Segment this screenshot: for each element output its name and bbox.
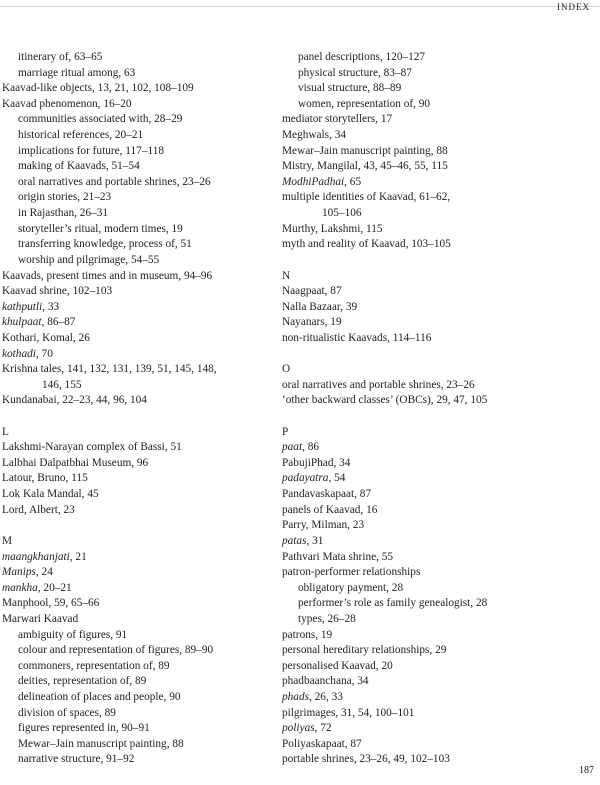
index-entry [2, 315, 274, 331]
index-entry [282, 596, 582, 612]
index-entry [282, 237, 582, 253]
index-entry [2, 487, 274, 503]
index-entry-text: , 72 [314, 722, 332, 735]
index-entry-text: Kundanabai, 22–23, 44, 96, 104 [2, 394, 147, 407]
index-entry [282, 425, 582, 441]
index-term-italic: phads [282, 690, 309, 703]
index-entry-text: 146, 155 [42, 378, 82, 391]
index-entry-text: marriage ritual among, 63 [18, 66, 136, 79]
index-entry [2, 128, 274, 144]
index-entry [282, 331, 582, 347]
index-term-italic: kothadi [2, 347, 36, 360]
index-entry-text: types, 26–28 [298, 612, 356, 625]
page-number: 187 [579, 765, 594, 776]
index-gap [2, 409, 274, 425]
index-entry-text: L [2, 425, 9, 438]
index-entry-text: Poliyaskapaat, 87 [282, 737, 362, 750]
index-entry [2, 737, 274, 753]
index-entry [282, 159, 582, 175]
index-entry [2, 425, 274, 441]
index-entry [2, 331, 274, 347]
index-entry [2, 81, 274, 97]
index-entry [282, 674, 582, 690]
index-entry-text: , 65 [344, 175, 362, 188]
index-entry-text: Kothari, Komal, 26 [2, 331, 90, 344]
index-entry-text: Murthy, Lakshmi, 115 [282, 222, 383, 235]
index-entry [2, 550, 274, 566]
index-entry-text: personal hereditary relationships, 29 [282, 644, 447, 657]
index-term-italic: paat [282, 441, 303, 454]
index-entry [2, 581, 274, 597]
index-entry [282, 222, 582, 238]
index-entry-text: historical references, 20–21 [18, 129, 144, 142]
index-entry-text: Meghwals, 34 [282, 129, 347, 142]
index-entry-text: Marwari Kaavad [2, 612, 79, 625]
index-entry-text: delineation of places and people, 90 [18, 690, 181, 703]
index-entry-text: mediator storytellers, 17 [282, 113, 393, 126]
index-entry [2, 284, 274, 300]
index-entry [282, 190, 582, 206]
index-entry-text: Manphool, 59, 65–66 [2, 597, 100, 610]
index-entry [282, 97, 582, 113]
index-entry [282, 81, 582, 97]
index-entry [282, 206, 582, 222]
index-entry-text: oral narratives and portable shrines, 23–26 [18, 175, 211, 188]
index-entry-text: implications for future, 117–118 [18, 144, 164, 157]
index-entry-text: , 86 [302, 441, 320, 454]
index-entry [282, 737, 582, 753]
index-entry-text: Nalla Bazaar, 39 [282, 300, 358, 313]
index-entry [2, 721, 274, 737]
index-entry-text: Mewar–Jain manuscript painting, 88 [282, 144, 448, 157]
index-entry-text: Lord, Albert, 23 [2, 503, 75, 516]
index-entry [282, 128, 582, 144]
index-entry-text: 105–106 [322, 207, 362, 220]
index-entry [2, 659, 274, 675]
index-entry [2, 144, 274, 160]
index-entry [2, 674, 274, 690]
index-entry [2, 456, 274, 472]
index-entry-text: ambiguity of figures, 91 [18, 628, 128, 641]
index-term-italic: patas [282, 534, 307, 547]
index-entry [2, 752, 274, 768]
index-gap [282, 253, 582, 269]
index-entry [282, 518, 582, 534]
index-entry-text: Kaavad phenomenon, 16–20 [2, 97, 132, 110]
index-entry [2, 393, 274, 409]
index-entry-text: Krishna tales, 141, 132, 131, 139, 51, 145, 148, [2, 363, 217, 376]
index-entry-text: Kaavad shrine, 102–103 [2, 285, 113, 298]
index-entry-text: panels of Kaavad, 16 [282, 503, 378, 516]
index-entry-text: origin stories, 21–23 [18, 191, 112, 204]
index-entry-text: , 24 [35, 566, 53, 579]
index-entry-text: figures represented in, 90–91 [18, 722, 150, 735]
index-entry-text: portable shrines, 23–26, 49, 102–103 [282, 753, 450, 766]
index-term-italic: Manips [2, 566, 36, 579]
index-entry [2, 253, 274, 269]
index-entry [282, 50, 582, 66]
index-entry-text: multiple identities of Kaavad, 61–62, [282, 191, 451, 204]
index-entry-text: , 20–21 [37, 581, 72, 594]
index-entry [282, 175, 582, 191]
index-entry [2, 628, 274, 644]
index-column-right [282, 50, 582, 768]
index-entry-text: making of Kaavads, 51–54 [18, 160, 140, 173]
index-entry [282, 440, 582, 456]
index-entry [282, 471, 582, 487]
index-entry-text: narrative structure, 91–92 [18, 753, 135, 766]
index-entry [2, 596, 274, 612]
index-entry [2, 503, 274, 519]
index-entry-text: P [282, 425, 289, 438]
index-entry-text: deities, representation of, 89 [18, 675, 147, 688]
index-entry [2, 643, 274, 659]
index-entry-text: commoners, representation of, 89 [18, 659, 170, 672]
index-entry [282, 393, 582, 409]
index-entry [2, 159, 274, 175]
index-entry-text: women, representation of, 90 [298, 97, 431, 110]
index-entry-text: Parry, Milman, 23 [282, 519, 365, 532]
index-entry [282, 628, 582, 644]
index-entry [2, 471, 274, 487]
index-entry-text: , 33 [42, 300, 60, 313]
index-entry-text: transferring knowledge, process of, 51 [18, 238, 192, 251]
index-entry-text: Mewar–Jain manuscript painting, 88 [18, 737, 184, 750]
index-entry [282, 144, 582, 160]
index-entry [2, 362, 274, 378]
index-entry [282, 362, 582, 378]
index-entry-text: colour and representation of figures, 89–90 [18, 644, 214, 657]
index-entry [282, 643, 582, 659]
index-entry-text: Kaavads, present times and in museum, 94–96 [2, 269, 213, 282]
index-entry-text: in Rajasthan, 26–31 [18, 207, 109, 220]
index-entry-text: , 31 [306, 534, 324, 547]
index-entry [282, 706, 582, 722]
index-entry [2, 50, 274, 66]
index-entry-text: physical structure, 83–87 [298, 66, 412, 79]
index-entry [282, 690, 582, 706]
index-entry [282, 534, 582, 550]
index-entry-text: , 21 [69, 550, 87, 563]
index-entry [2, 440, 274, 456]
index-term-italic: maangkhanjati [2, 550, 70, 563]
index-term-italic: kathputli [2, 300, 43, 313]
index-gap [282, 409, 582, 425]
index-entry [2, 612, 274, 628]
index-entry-text: visual structure, 88–89 [298, 82, 402, 95]
index-entry [2, 66, 274, 82]
index-entry [282, 721, 582, 737]
index-entry-text: non-ritualistic Kaavads, 114–116 [282, 331, 432, 344]
index-entry [2, 175, 274, 191]
index-gap [2, 518, 274, 534]
index-entry [2, 206, 274, 222]
index-entry [282, 550, 582, 566]
index-term-italic: khulpaat [2, 316, 42, 329]
index-entry [282, 659, 582, 675]
index-entry-text: myth and reality of Kaavad, 103–105 [282, 238, 451, 251]
index-term-italic: mankha [2, 581, 38, 594]
index-entry-text: panel descriptions, 120–127 [298, 51, 426, 63]
index-entry [2, 378, 274, 394]
index-entry-text: performer’s role as family genealogist, 28 [298, 597, 488, 610]
index-entry [282, 565, 582, 581]
index-entry-text: M [2, 534, 13, 547]
header-rule [0, 0, 600, 7]
index-entry-text: Latour, Bruno, 115 [2, 472, 88, 485]
index-entry-text: , 70 [35, 347, 53, 360]
index-entry [2, 190, 274, 206]
index-entry-text: itinerary of, 63–65 [18, 51, 103, 63]
index-entry [282, 487, 582, 503]
index-entry-text: communities associated with, 28–29 [18, 113, 183, 126]
index-column-left [2, 50, 274, 768]
index-entry [2, 706, 274, 722]
index-entry [2, 269, 274, 285]
index-entry-text: N [282, 269, 291, 282]
index-entry-text: oral narratives and portable shrines, 23–26 [282, 378, 475, 391]
index-entry-text: division of spaces, 89 [18, 706, 116, 719]
index-entry [282, 284, 582, 300]
index-entry [282, 300, 582, 316]
index-gap [282, 347, 582, 363]
index-entry [282, 66, 582, 82]
index-entry-text: Lalbhai Dalpatbhai Museum, 96 [2, 456, 149, 469]
index-entry [282, 612, 582, 628]
index-entry [2, 300, 274, 316]
index-entry [2, 237, 274, 253]
index-entry-text: patron-performer relationships [282, 566, 421, 579]
index-entry-text: patrons, 19 [282, 628, 333, 641]
index-entry-text: Naagpaat, 87 [282, 285, 342, 298]
index-entry-text: phadbaanchana, 34 [282, 675, 369, 688]
index-entry-text: Lakshmi-Narayan complex of Bassi, 51 [2, 441, 182, 454]
index-entry [2, 347, 274, 363]
index-entry [282, 269, 582, 285]
index-entry [2, 112, 274, 128]
index-entry-text: Lok Kala Mandal, 45 [2, 488, 99, 501]
index-entry [2, 534, 274, 550]
index-entry [2, 565, 274, 581]
index-entry [2, 97, 274, 113]
index-entry-text: ‘other backward classes’ (OBCs), 29, 47, 105 [282, 394, 488, 407]
index-term-italic: poliyas [282, 722, 315, 735]
index-entry-text: Kaavad-like objects, 13, 21, 102, 108–109 [2, 82, 194, 95]
index-entry [282, 112, 582, 128]
index-entry [2, 690, 274, 706]
index-entry-text: Pandavaskapaat, 87 [282, 488, 372, 501]
index-entry-text: O [282, 363, 291, 376]
index-entry-text: , 26, 33 [309, 690, 343, 703]
index-entry-text: PabujiPhad, 34 [282, 456, 351, 469]
index-entry-text: Pathvari Mata shrine, 55 [282, 550, 394, 563]
index-entry-text: pilgrimages, 31, 54, 100–101 [282, 706, 415, 719]
index-entry-text: , 86–87 [41, 316, 76, 329]
index-entry [2, 222, 274, 238]
index-entry-text: worship and pilgrimage, 54–55 [18, 253, 160, 266]
index-entry-text: , 54 [328, 472, 346, 485]
index-entry-text: obligatory payment, 28 [298, 581, 404, 594]
index-entry [282, 378, 582, 394]
index-term-italic: padayatra [282, 472, 329, 485]
index-entry-text: Mistry, Mangilal, 43, 45–46, 55, 115 [282, 160, 448, 173]
index-term-italic: ModhiPadhai [282, 175, 345, 188]
index-entry [282, 503, 582, 519]
index-entry [282, 315, 582, 331]
index-entry-text: Nayanars, 19 [282, 316, 342, 329]
running-head: INDEX [557, 2, 590, 12]
index-entry [282, 752, 582, 768]
index-entry-text: personalised Kaavad, 20 [282, 659, 393, 672]
index-entry [282, 456, 582, 472]
index-entry [282, 581, 582, 597]
index-entry-text: storyteller’s ritual, modern times, 19 [18, 222, 183, 235]
